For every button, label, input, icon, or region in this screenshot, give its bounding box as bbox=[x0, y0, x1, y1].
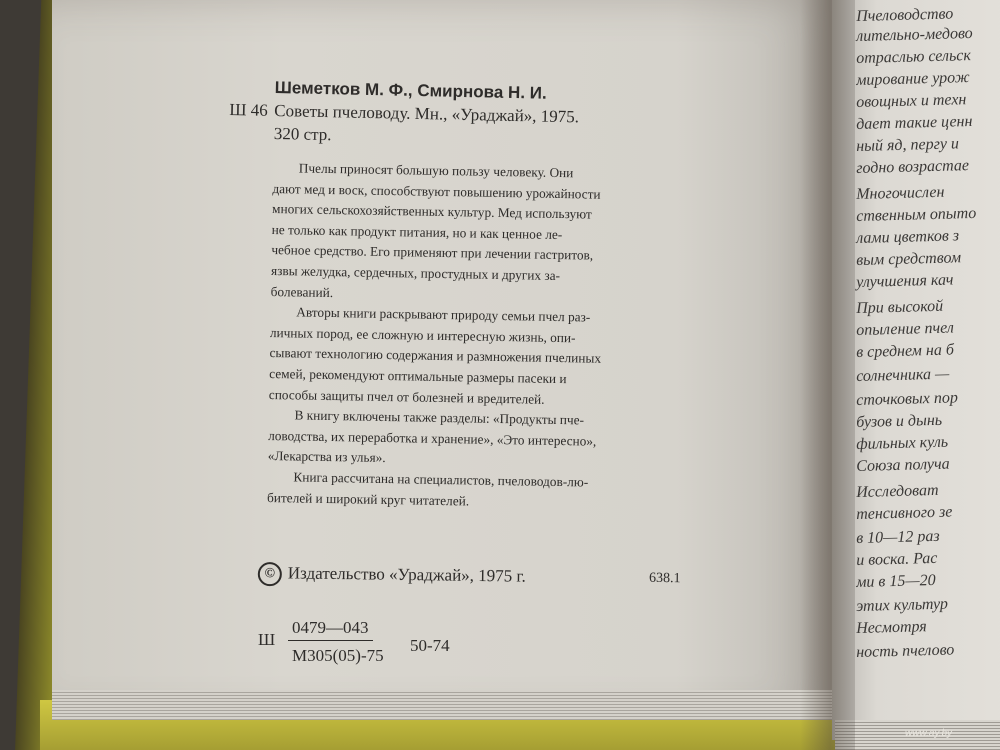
facing-page-line: фильных куль bbox=[856, 433, 949, 453]
annotation-line: не только как продукт питания, но и как ценное ле- bbox=[271, 221, 563, 242]
facing-page-line: лами цветков з bbox=[856, 227, 960, 247]
facing-page-line: При высокой bbox=[856, 297, 944, 317]
facing-page-line: ность пчелово bbox=[856, 641, 955, 661]
facing-page-line: Союза получа bbox=[856, 455, 950, 475]
annotation-line: чебное средство. Его применяют при лечении гастритов, bbox=[271, 242, 594, 263]
facing-page-line: дает такие ценн bbox=[856, 112, 973, 133]
annotation-line: «Лекарства из улья». bbox=[267, 448, 386, 466]
annotation-line: язвы желудка, сердечных, простудных и других за- bbox=[270, 262, 561, 283]
facing-page-line: этих культур bbox=[856, 595, 949, 615]
annotation-line: Пчелы приносят большую пользу человеку. Они bbox=[298, 160, 574, 181]
facing-page-line: в 10—12 раз bbox=[856, 527, 940, 547]
facing-page-line: ми в 15—20 bbox=[856, 571, 936, 591]
udc-code: 638.1 bbox=[648, 570, 681, 587]
annotation-line: болеваний. bbox=[270, 283, 334, 300]
facing-page-line: в среднем на б bbox=[856, 341, 955, 361]
facing-page-line: ный яд, пергу и bbox=[856, 135, 960, 155]
index-prefix: Ш bbox=[258, 630, 276, 649]
book-class-code: Ш 46 bbox=[229, 100, 268, 120]
book-gutter bbox=[800, 0, 855, 750]
facing-page-line: Несмотря bbox=[856, 618, 927, 637]
facing-page-line: опыление пчел bbox=[856, 319, 955, 339]
annotation-line: В книгу включены также разделы: «Продукты пче- bbox=[294, 407, 585, 428]
bibliographic-header bbox=[229, 77, 580, 152]
facing-page-line: вым средством bbox=[856, 249, 962, 269]
facing-page-line: Исследоват bbox=[856, 481, 939, 501]
annotation-line: семей, рекомендуют оптимальные размеры пасеки и bbox=[269, 365, 567, 387]
annotation-line: сывают технологию содержания и размножения пчелиных bbox=[269, 345, 602, 367]
facing-page-line: Пчеловодство bbox=[856, 5, 954, 25]
facing-page-line: бузов и дынь bbox=[856, 411, 943, 431]
facing-page-line: Многочислен bbox=[856, 183, 945, 203]
facing-page-line: солнечника — bbox=[856, 365, 950, 385]
publisher-text: Издательство «Ураджай», 1975 г. bbox=[287, 563, 526, 586]
facing-page-line: сточковых пор bbox=[856, 389, 959, 409]
annotation-line: Авторы книги раскрывают природу семьи пчел раз- bbox=[296, 304, 591, 325]
page-edges bbox=[52, 690, 842, 720]
index-suffix: 50-74 bbox=[410, 636, 450, 655]
facing-page-line: ственным опыто bbox=[856, 204, 977, 225]
annotation-line: бителей и широкий круг читателей. bbox=[266, 489, 470, 508]
publisher-line bbox=[258, 562, 526, 590]
facing-page-line: лительно-медово bbox=[856, 24, 973, 45]
facing-page-line: улучшения кач bbox=[856, 271, 954, 291]
annotation-line: дают мед и воск, способствуют повышению урожайности bbox=[272, 180, 601, 202]
facing-page-line: овощных и техн bbox=[856, 91, 967, 111]
book-authors: Шеметков М. Ф., Смирнова Н. И. bbox=[274, 77, 547, 103]
facing-page-line: отраслью сельск bbox=[856, 46, 972, 67]
annotation-line: личных пород, ее сложную и интересную жизнь, опи- bbox=[269, 324, 576, 346]
facing-page-line: и воска. Рас bbox=[856, 549, 938, 569]
copyright-icon: © bbox=[258, 562, 282, 586]
index-numerator: 0479—043 bbox=[288, 618, 373, 641]
annotation-line: способы защиты пчел от болезней и вредителей. bbox=[268, 386, 545, 407]
annotation-line: ловодства, их переработка и хранение», «Это интересно», bbox=[268, 427, 597, 449]
annotation-line: многих сельскохозяйственных культур. Мед используют bbox=[271, 201, 592, 222]
index-denominator: М305(05)-75 bbox=[292, 646, 384, 665]
watermark: www.ay.by bbox=[905, 728, 953, 739]
annotation-text bbox=[267, 158, 713, 516]
facing-page-line: мирование урож bbox=[856, 69, 970, 89]
book-pages: 320 стр. bbox=[273, 123, 332, 145]
facing-page-line: тенсивного зе bbox=[856, 503, 953, 523]
facing-page-line: годно возрастае bbox=[856, 157, 970, 177]
annotation-line: Книга рассчитана на специалистов, пчеловодов-лю- bbox=[293, 469, 589, 490]
book-title-line: Советы пчеловоду. Мн., «Ураджай», 1975. bbox=[274, 100, 580, 127]
